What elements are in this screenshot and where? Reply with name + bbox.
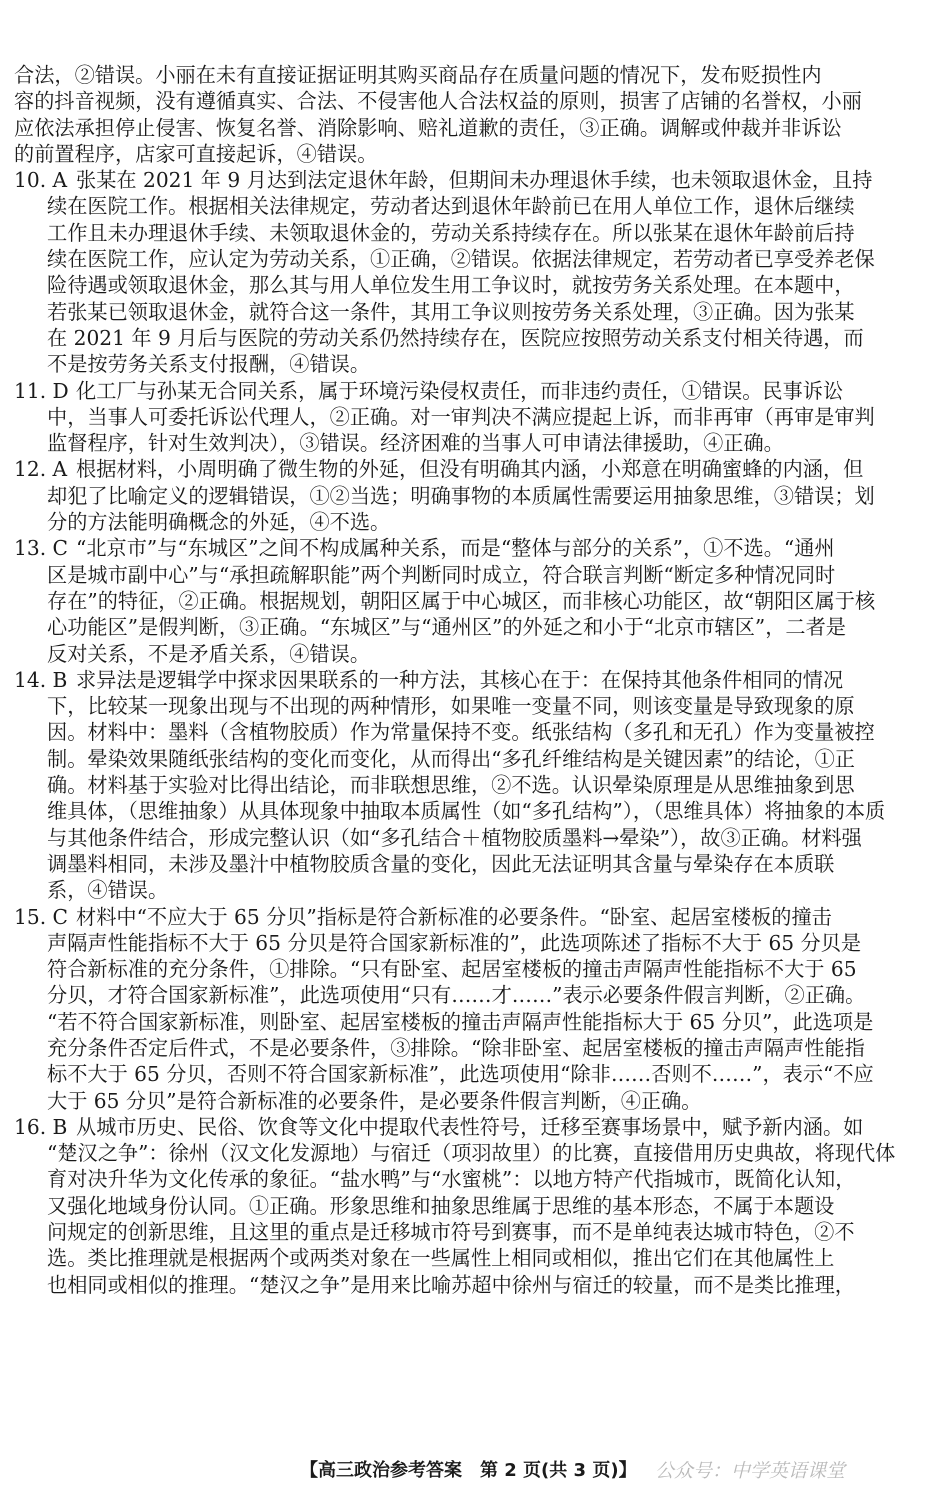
line-text: 应依法承担停止侵害、恢复名誉、消除影响、赔礼道歉的责任，③正确。调解或仲裁并非诉讼 xyxy=(14,115,842,140)
text-line xyxy=(14,404,934,430)
text-line xyxy=(14,272,934,298)
page-footer xyxy=(0,1452,950,1482)
line-text: 声隔声性能指标不大于 65 分贝是符合国家新标准的”，此选项陈述了指标不大于 65 分贝是 xyxy=(47,930,862,955)
text-line xyxy=(14,325,934,351)
text-line xyxy=(14,1166,934,1192)
text-line xyxy=(14,614,934,640)
answer-number: 11. D xyxy=(14,378,69,403)
line-text: 与其他条件结合，形成完整认识（如“多孔结合＋植物胶质墨料→晕染”），故③正确。材料强 xyxy=(47,825,862,850)
line-text: 标不大于 65 分贝，否则不符合国家新标准”，此选项使用“除非……否则不……”，表示“不应 xyxy=(47,1062,874,1087)
text-line xyxy=(14,115,934,141)
line-text: 调墨料相同，未涉及墨汁中植物胶质含量的变化，因此无法证明其含量与晕染存在本质联 xyxy=(47,851,835,876)
line-text: 因。材料中：墨料（含植物胶质）作为常量保持不变。纸张结构（多孔和无孔）作为变量被控 xyxy=(47,720,875,745)
line-text: 材料中“不应大于 65 分贝”指标是符合新标准的必要条件。“卧室、起居室楼板的撞击 xyxy=(76,904,832,929)
text-line xyxy=(14,1114,934,1140)
answer-number: 16. B xyxy=(14,1114,68,1139)
text-line xyxy=(14,588,934,614)
text-line xyxy=(14,1009,934,1035)
line-text: 也相同或相似的推理。“楚汉之争”是用来比喻苏超中徐州与宿迁的较量，而不是类比推理， xyxy=(47,1272,855,1297)
text-line xyxy=(14,825,934,851)
answer-number: 14. B xyxy=(14,667,68,692)
line-text: “北京市”与“东城区”之间不构成属种关系，而是“整体与部分的关系”，①不选。“通州 xyxy=(76,536,835,561)
answer-text-body xyxy=(14,62,934,1298)
line-text: 维具体，（思维抽象）从具体现象中抽取本质属性（如“多孔结构”），（思维具体）将抽象的本质 xyxy=(47,799,886,824)
text-line xyxy=(14,1140,934,1166)
line-text: 存在”的特征，②正确。根据规划，朝阳区属于中心城区，而非核心功能区，故“朝阳区属于核 xyxy=(47,588,876,613)
line-text: 育对决升华为文化传承的象征。“盐水鸭”与“水蜜桃”：以地方特产代指城市，既简化认知， xyxy=(47,1167,856,1192)
line-text: 张某在 2021 年 9 月达到法定退休年龄，但期间未办理退休手续，也未领取退休金，且持 xyxy=(76,168,873,193)
text-line xyxy=(14,246,934,272)
line-text: 合法，②错误。小丽在未有直接证据证明其购买商品存在质量问题的情况下，发布贬损性内 xyxy=(14,63,822,87)
line-text: 的前置程序，店家可直接起诉，④错误。 xyxy=(14,141,378,166)
line-text: 不是按劳务关系支付报酬，④错误。 xyxy=(47,352,371,377)
text-line xyxy=(14,904,934,930)
text-line xyxy=(14,693,934,719)
line-text: 若张某已领取退休金，就符合这一条件，其用工争议则按劳务关系处理，③正确。因为张某 xyxy=(47,299,855,324)
answer-number: 15. C xyxy=(14,904,68,929)
text-line xyxy=(14,220,934,246)
text-line xyxy=(14,746,934,772)
line-text: 续在医院工作。根据相关法律规定，劳动者达到退休年龄前已在用人单位工作，退休后继续 xyxy=(47,194,855,219)
text-line xyxy=(14,798,934,824)
text-line xyxy=(14,193,934,219)
text-line xyxy=(14,956,934,982)
page-footer-label: 【高三政治参考答案 第 2 页(共 3 页)】 xyxy=(300,1460,637,1481)
line-text: 选。类比推理就是根据两个或两类对象在一些属性上相同或相似，推出它们在其他属性上 xyxy=(47,1246,835,1271)
text-line xyxy=(14,982,934,1008)
line-text: 分的方法能明确概念的外延，④不选。 xyxy=(47,510,391,535)
line-text: “若不符合国家新标准，则卧室、起居室楼板的撞击声隔声性能指标大于 65 分贝”，此选项是 xyxy=(47,1009,874,1034)
text-line xyxy=(14,141,934,167)
answer-number: 13. C xyxy=(14,536,68,561)
line-text: 容的抖音视频，没有遵循真实、合法、不侵害他人合法权益的原则，损害了店铺的名誉权，小丽 xyxy=(14,89,862,114)
text-line xyxy=(14,88,934,114)
text-line xyxy=(14,1245,934,1271)
line-text: “楚汉之争”：徐州（汉文化发源地）与宿迁（项羽故里）的比赛，直接借用历史典故，将现代体 xyxy=(47,1141,896,1166)
text-line xyxy=(14,1272,934,1298)
line-text: 又强化地域身份认同。①正确。形象思维和抽象思维属于思维的基本形态，不属于本题设 xyxy=(47,1193,835,1218)
text-line xyxy=(14,562,934,588)
answer-number: 10. A xyxy=(14,168,68,193)
text-line xyxy=(14,378,934,404)
text-line xyxy=(14,167,934,193)
text-line xyxy=(14,1088,934,1114)
line-text: 中，当事人可委托诉讼代理人，②正确。对一审判决不满应提起上诉，而非再审（再审是审判 xyxy=(47,404,875,429)
line-text: 分贝，才符合国家新标准”，此选项使用“只有……才……”表示必要条件假言判断，②正确。 xyxy=(47,983,866,1008)
text-line xyxy=(14,351,934,377)
text-line xyxy=(14,62,934,88)
text-line xyxy=(14,772,934,798)
text-line xyxy=(14,877,934,903)
line-text: 工作且未办理退休手续、未领取退休金的，劳动关系持续存在。所以张某在退休年龄前后持 xyxy=(47,220,855,245)
line-text: 制。晕染效果随纸张结构的变化而变化，从而得出“多孔纤维结构是关键因素”的结论，①正 xyxy=(47,746,855,771)
line-text: 系，④错误。 xyxy=(47,878,169,903)
line-text: 在 2021 年 9 月后与医院的劳动关系仍然持续存在，医院应按照劳动关系支付相关待遇，而 xyxy=(47,325,864,350)
line-text: 求异法是逻辑学中探求因果联系的一种方法，其核心在于：在保持其他条件相同的情况 xyxy=(76,667,844,692)
line-text: 险待遇或领取退休金，那么其与用人单位发生用工争议时，就按劳务关系处理。在本题中， xyxy=(47,273,855,298)
text-line xyxy=(14,930,934,956)
line-text: 区是城市副中心”与“承担疏解职能”两个判断同时成立，符合联言判断“断定多种情况同时 xyxy=(47,562,836,587)
text-line xyxy=(14,1193,934,1219)
line-text: 心功能区”是假判断，③正确。“东城区”与“通州区”的外延之和小于“北京市辖区”，二者是 xyxy=(47,615,846,640)
line-text: 充分条件否定后件式，不是必要条件，③排除。“除非卧室、起居室楼板的撞击声隔声性能指 xyxy=(47,1035,865,1060)
line-text: 反对关系，不是矛盾关系，④错误。 xyxy=(47,641,371,666)
text-line xyxy=(14,456,934,482)
line-text: 下，比较某一现象出现与不出现的两种情形，如果唯一变量不同，则该变量是导致现象的原 xyxy=(47,694,855,719)
text-line xyxy=(14,641,934,667)
line-text: 根据材料，小周明确了微生物的外延，但没有明确其内涵，小郑意在明确蜜蜂的内涵，但 xyxy=(76,457,864,482)
text-line xyxy=(14,1219,934,1245)
text-line xyxy=(14,667,934,693)
text-line xyxy=(14,535,934,561)
text-line xyxy=(14,1061,934,1087)
text-line xyxy=(14,483,934,509)
text-line xyxy=(14,851,934,877)
text-line xyxy=(14,1035,934,1061)
line-text: 大于 65 分贝”是符合新标准的必要条件，是必要条件假言判断，④正确。 xyxy=(47,1088,702,1113)
line-text: 问规定的创新思维，且这里的重点是迁移城市符号到赛事，而不是单纯表达城市特色，②不 xyxy=(47,1220,855,1245)
line-text: 确。材料基于实验对比得出结论，而非联想思维，②不选。认识晕染原理是从思维抽象到思 xyxy=(47,773,855,798)
line-text: 符合新标准的充分条件，①排除。“只有卧室、起居室楼板的撞击声隔声性能指标不大于 65 xyxy=(47,957,857,982)
text-line xyxy=(14,509,934,535)
line-text: 续在医院工作，应认定为劳动关系，①正确，②错误。依据法律规定，若劳动者已享受养老保 xyxy=(47,247,875,272)
line-text: 化工厂与孙某无合同关系，属于环境污染侵权责任，而非违约责任，①错误。民事诉讼 xyxy=(76,378,844,403)
line-text: 监督程序，针对生效判决），③错误。经济困难的当事人可申请法律援助，④正确。 xyxy=(47,431,784,456)
line-text: 却犯了比喻定义的逻辑错误，①②当选；明确事物的本质属性需要运用抽象思维，③错误；划 xyxy=(47,483,875,508)
text-line xyxy=(14,719,934,745)
watermark-text: 公众号：中学英语课堂 xyxy=(655,1460,846,1482)
line-text: 从城市历史、民俗、饮食等文化中提取代表性符号，迁移至赛事场景中，赋予新内涵。如 xyxy=(76,1114,864,1139)
text-line xyxy=(14,430,934,456)
text-line xyxy=(14,299,934,325)
answer-number: 12. A xyxy=(14,457,68,482)
